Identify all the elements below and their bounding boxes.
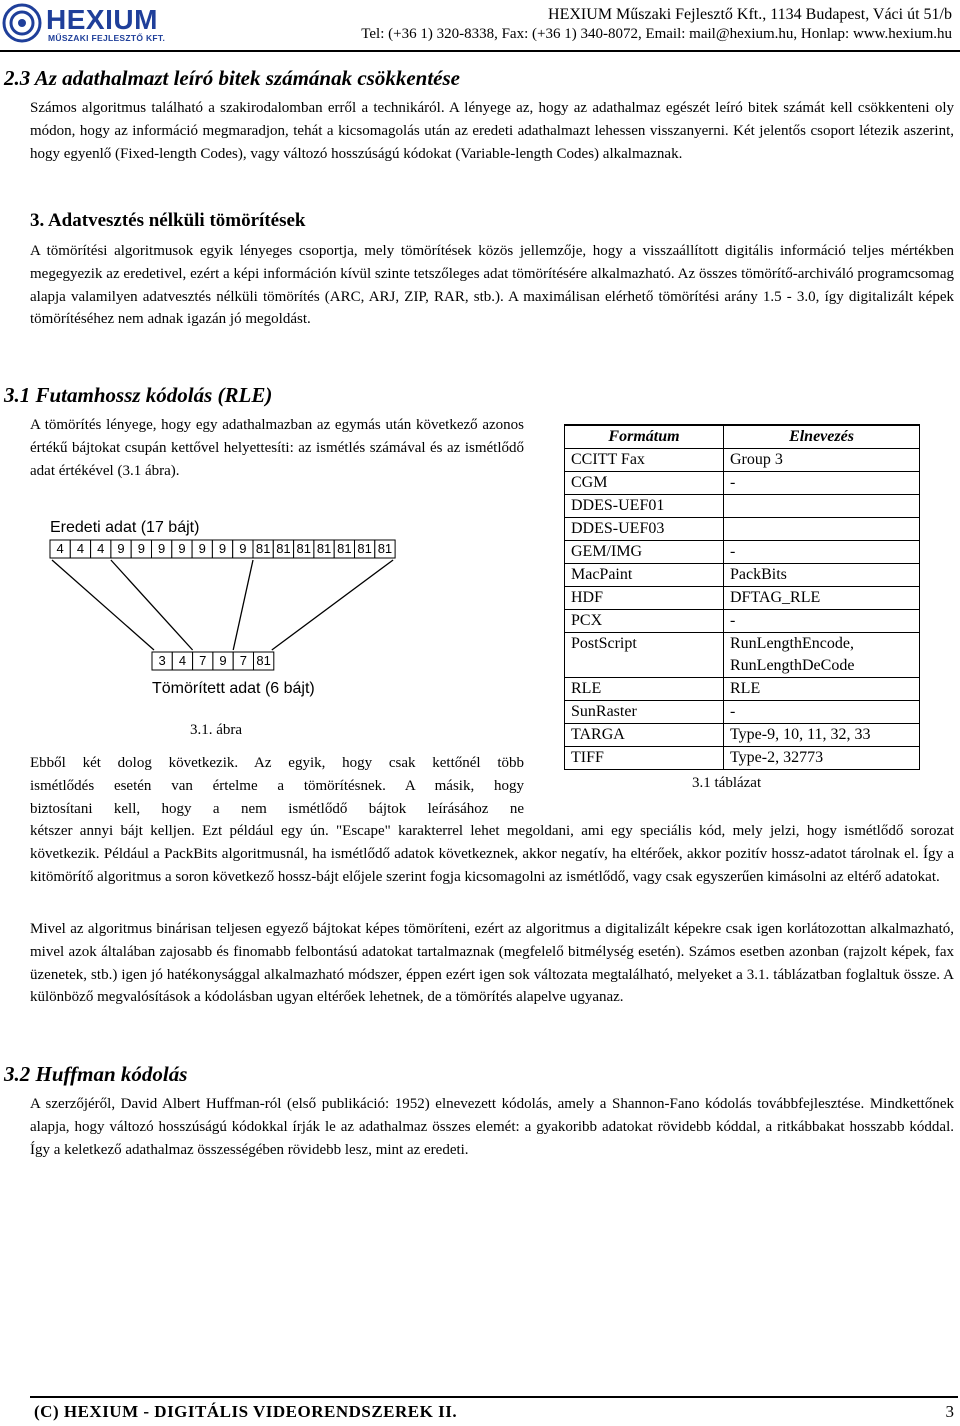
table-cell-name: Group 3 [724, 449, 920, 472]
svg-text:HEXIUM: HEXIUM [46, 4, 158, 35]
mapping-lines [52, 560, 393, 650]
table-cell-format: SunRaster [565, 701, 724, 724]
table-cell-name: PackBits [724, 564, 920, 587]
original-byte-value: 9 [239, 541, 247, 556]
table-cell-format: PCX [565, 610, 724, 633]
table-cell-name: RLE [724, 678, 920, 701]
table-row [565, 518, 920, 541]
table-cell-format: DDES-UEF03 [565, 518, 724, 541]
paragraph-line: Ebből két dolog következik. Az egyik, hogy csak kettőnél több [30, 755, 524, 771]
original-byte-value: 81 [276, 541, 291, 556]
mapping-line [111, 560, 193, 650]
section-3-paragraph: A tömörítési algoritmusok egyik lényeges csoportja, mely tömörítések közös jellemzője, hogy a visszaállított digitális információ teljes mértékben megegyezik az eredetivel, ezért a képi információn kívül szinte tetszőleges adat tömörítésére alkalmazható. Az összes tömörítő-archiváló programcsomag alapja valamilyen adatvesztés nélküli tömörítés (ARC, ARJ, ZIP, RAR, stb.). A maximálisan elérhető tömörítési arány 1.5 - 3.0, így digitalizált képek tömörítéséhez nem adnak igazán jó megoldást. [30, 243, 954, 328]
page-header [0, 0, 960, 44]
original-byte-value: 81 [337, 541, 352, 556]
compressed-byte-value: 3 [158, 653, 166, 668]
compressed-byte-value: 7 [199, 653, 207, 668]
table-cell-format: CCITT Fax [565, 449, 724, 472]
table-cell-name: - [724, 610, 920, 633]
original-bytes-row [50, 540, 395, 558]
original-byte-value: 9 [198, 541, 206, 556]
section-heading-3-1: 3.1 Futamhossz kódolás (RLE) [4, 383, 273, 407]
svg-text:MŰSZAKI FEJLESZTŐ KFT.: MŰSZAKI FEJLESZTŐ KFT. [48, 33, 166, 43]
table-cell-name: - [724, 541, 920, 564]
rle-figure [30, 500, 530, 750]
table-caption: 3.1 táblázat [692, 775, 762, 791]
section-heading-3-2: 3.2 Huffman kódolás [4, 1062, 188, 1086]
table-cell-name [724, 518, 920, 541]
table-cell-format: CGM [565, 472, 724, 495]
figure-caption: 3.1. ábra [190, 722, 243, 738]
compressed-byte-value: 4 [178, 653, 187, 668]
table-cell-name: DFTAG_RLE [724, 587, 920, 610]
table-row [565, 449, 920, 472]
table-cell-format: MacPaint [565, 564, 724, 587]
table-row [565, 564, 920, 587]
original-byte-value: 9 [137, 541, 145, 556]
table-cell-format: HDF [565, 587, 724, 610]
table-cell-format: TIFF [565, 747, 724, 770]
mapping-line [233, 560, 253, 650]
table-row [565, 541, 920, 564]
original-byte-value: 4 [97, 541, 105, 556]
original-byte-value: 9 [117, 541, 125, 556]
table-cell-name: Type-9, 10, 11, 32, 33 [724, 724, 920, 747]
table-row [565, 495, 920, 518]
original-byte-value: 81 [357, 541, 372, 556]
compressed-bytes-row [152, 652, 274, 670]
compressed-data-label: Tömörített adat (6 bájt) [152, 680, 315, 697]
table-header-row [565, 425, 920, 449]
table-row [565, 701, 920, 724]
original-byte-value: 81 [255, 541, 271, 556]
original-byte-value: 81 [316, 541, 332, 556]
mapping-line [272, 560, 393, 650]
table-cell-name: - [724, 701, 920, 724]
section-3-1-paragraph-1: A tömörítés lényege, hogy egy adathalmazban az egymás után következő azonos értékű bájtokat csupán kettővel helyettesíti: az ismétlés számával és az ismétlődő adat értékével (3.1 ábra). [30, 417, 524, 479]
compressed-byte-value: 81 [256, 653, 271, 668]
original-byte-value: 4 [76, 541, 85, 556]
original-byte-value: 81 [377, 541, 393, 556]
table-cell-format: RLE [565, 678, 724, 701]
header-contact-info: Tel: (+36 1) 320-8338, Fax: (+36 1) 340-8072, Email: mail@hexium.hu, Honlap: www.hexium.hu [361, 26, 952, 42]
table-header-format: Formátum [565, 425, 724, 449]
table-cell-format: GEM/IMG [565, 541, 724, 564]
section-3-2-paragraph: A szerzőjéről, David Albert Huffman-ról (első publikáció: 1952) elnevezett kódolás, amely a Shannon-Fano kódolás továbbfejlesztése. Mindkettőnek alapja, hogy változó hosszúságú kódokkal írják le az adathalmaz összes elemét: a gyakoribb adatokat rövidebb kóddal, a ritkábbakat hosszabb kóddal. Így a keletkező adathalmaz összességében rövidebb lesz, mint az eredeti. [30, 1096, 954, 1158]
section-heading-3: 3. Adatvesztés nélküli tömörítések [30, 210, 306, 231]
table-cell-name: RunLengthEncode, RunLengthDeCode [724, 633, 920, 678]
original-byte-value: 4 [56, 541, 64, 556]
hexium-logo [2, 2, 184, 44]
compressed-byte-value: 7 [239, 653, 247, 668]
original-byte-value: 9 [178, 541, 186, 556]
footer-divider [30, 1396, 958, 1398]
table-cell-name: - [724, 472, 920, 495]
table-row [565, 747, 920, 770]
table-cell-format: TARGA [565, 724, 724, 747]
page-number: 3 [945, 1402, 954, 1421]
header-divider [0, 50, 960, 52]
table-row [565, 678, 920, 701]
table-cell-name: Type-2, 32773 [724, 747, 920, 770]
original-byte-value: 81 [296, 541, 311, 556]
header-company-address: HEXIUM Műszaki Fejlesztő Kft., 1134 Budapest, Váci út 51/b [548, 6, 952, 23]
footer-title: (C) HEXIUM - DIGITÁLIS VIDEORENDSZEREK II. [34, 1402, 458, 1421]
paragraph-line: biztosítani kell, hogy a nem ismétlődő bájtok leírásához ne [30, 800, 524, 817]
table-cell-format: PostScript [565, 633, 724, 678]
table-cell-name [724, 495, 920, 518]
paragraph-line: ismétlődés esetén van értelme a tömörítésnek. A másik, hogy [30, 777, 524, 794]
section-3-1-paragraph-2: kétszer annyi bájt kelljen. Ezt például egy ún. "Escape" karakterrel lehet megoldani, ami egy speciális kód, mely jelzi, hogy ismétlődő sorozat következik. Például a PackBits algoritmusnál, ha ismétlődő adatok következnek, akkor negatív, ha eltérőek, akkor pozitív hossz-adatot tárolnak el. Így a kitömörítő algoritmus a soron következő hossz-bájt előjele szerint fogja kicsomagolni az ismétlődő, vagy csak egyszerűen kimásolni az eltérő adatokat. [30, 823, 954, 885]
table-header-name: Elnevezés [724, 425, 920, 449]
table-cell-format: DDES-UEF01 [565, 495, 724, 518]
mapping-line [52, 560, 154, 650]
table-row [565, 587, 920, 610]
original-data-label: Eredeti adat (17 bájt) [50, 519, 200, 536]
table-row [565, 633, 920, 678]
section-2-3-paragraph: Számos algoritmus található a szakirodalomban erről a technikáról. A lényege az, hogy az adathalmaz egészét leíró bitek számát kell csökkenteni oly módon, hogy az információ megmaradjon, tehát a kicsomagolás után az eredeti adathalmazt lehessen visszanyerni. Két jelentős csoport létezik aszerint, hogy egyenlő (Fixed-length Codes), vagy változó hosszúságú kódokat (Variable-length Codes) alkalmaznak. [30, 100, 954, 162]
section-heading-2-3: 2.3 Az adathalmazt leíró bitek számának csökkentése [4, 66, 460, 90]
section-3-1-paragraph-3: Mivel az algoritmus binárisan teljesen egyező bájtokat képes tömöríteni, ezért az algoritmus a digitalizált képekre csak igen korlátozottan alkalmazható, mivel azok általában zajosabb és finomabb felbontású adatokat tartalmaznak (megfelelő bitmélység esetén). Számos esetben azonban (rajzolt képek, fax üzenetek, stb.) igen jó hatékonysággal alkalmazható módszer, éppen ezért igen sok változata megtalálható, melyeket a 3.1. táblázatban foglaltuk össze. A különböző megvalósítások a kódolásban ugyan eltérőek lehetnek, de a tömörítés alapelve ugyanaz. [30, 921, 954, 1006]
original-byte-value: 9 [158, 541, 166, 556]
table-row [565, 724, 920, 747]
section-3-1-paragraph-2-narrow [30, 752, 524, 820]
compressed-byte-value: 9 [219, 653, 227, 668]
table-row [565, 472, 920, 495]
table-row [565, 610, 920, 633]
rle-formats-table [564, 424, 920, 770]
original-byte-value: 9 [218, 541, 227, 556]
